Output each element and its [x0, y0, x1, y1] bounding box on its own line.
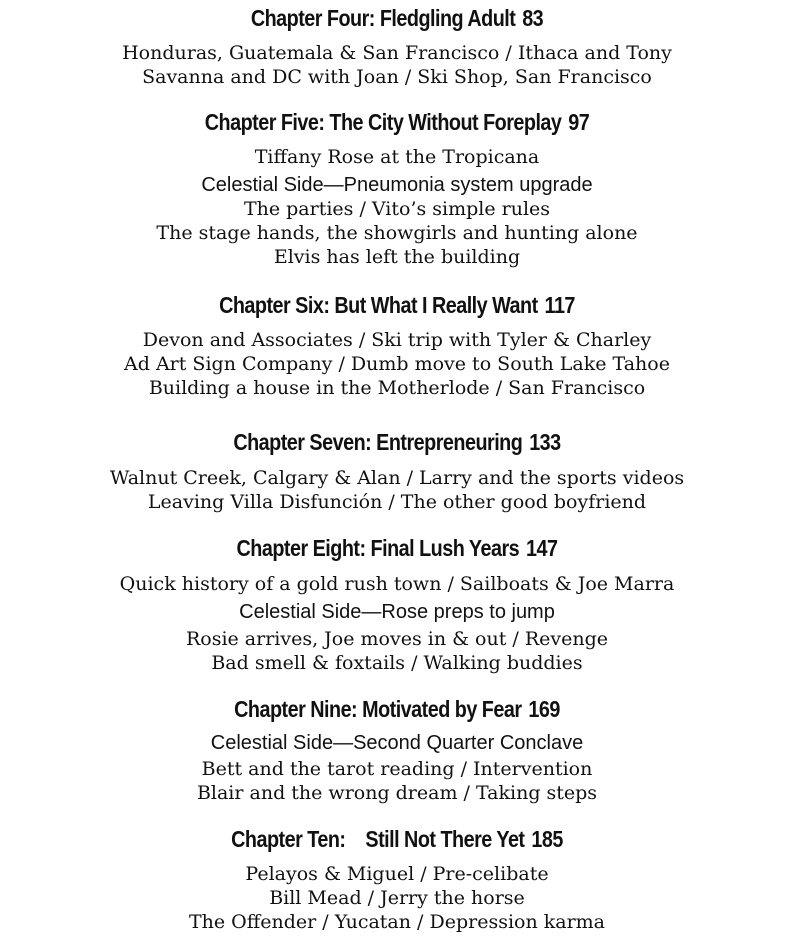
chapter-subtopic: Ad Art Sign Company / Dumb move to South Lake Tahoe [124, 353, 670, 375]
chapter-subtopic: Honduras, Guatemala & San Francisco / Ithaca and Tony [122, 42, 672, 64]
chapter-heading [56, 695, 739, 723]
chapter-subtopic: Pelayos & Miguel / Pre-celibate [245, 863, 549, 885]
chapter-subtopic: Leaving Villa Disfunción / The other good boyfriend [147, 491, 647, 513]
chapter-heading [56, 534, 739, 562]
chapter-page-number: 117 [544, 292, 575, 318]
chapter-subtopic: Celestial Side—Second Quarter Conclave [210, 732, 584, 754]
chapter-title: Chapter Five: The City Without Foreplay [204, 109, 562, 135]
chapter-heading [56, 825, 739, 853]
chapter-subtopic: Elvis has left the building [273, 246, 521, 268]
chapter-title: Chapter Seven: Entrepreneuring [233, 429, 523, 455]
chapter-page-number: 83 [522, 5, 544, 31]
chapter-subtopic: Savanna and DC with Joan / Ski Shop, San Francisco [142, 66, 652, 88]
chapter-subtopic: The Offender / Yucatan / Depression karma [188, 911, 606, 933]
chapter-page-number: 169 [528, 696, 560, 722]
chapter-subtopic: Bett and the tarot reading / Intervention [201, 758, 593, 780]
chapter-heading [56, 428, 739, 456]
chapter-subtopic: The parties / Vito’s simple rules [243, 198, 551, 220]
chapter-subtopic: Quick history of a gold rush town / Sailboats & Joe Marra [119, 573, 675, 595]
chapter-page-number: 97 [568, 109, 590, 135]
chapter-subtopic: Blair and the wrong dream / Taking steps [196, 782, 598, 804]
chapter-heading [56, 4, 739, 32]
chapter-title: Chapter Six: But What I Really Want [219, 292, 538, 318]
chapter-heading [56, 108, 739, 136]
chapter-subtopic: Tiffany Rose at the Tropicana [254, 146, 540, 168]
chapter-subtopic: The stage hands, the showgirls and hunting alone [156, 222, 638, 244]
chapter-title: Chapter Four: Fledgling Adult [250, 5, 516, 31]
chapter-subtopic: Bad smell & foxtails / Walking buddies [211, 652, 583, 674]
chapter-page-number: 147 [526, 535, 558, 561]
chapter-subtopic: Devon and Associates / Ski trip with Tyler & Charley [142, 329, 652, 351]
chapter-page-number: 185 [531, 826, 563, 852]
chapter-title: Chapter Nine: Motivated by Fear [234, 696, 522, 722]
chapter-subtopic: Celestial Side—Rose preps to jump [239, 601, 555, 623]
chapter-subtopic: Rosie arrives, Joe moves in & out / Revenge [185, 628, 609, 650]
chapter-subtopic: Celestial Side—Pneumonia system upgrade [201, 174, 593, 196]
chapter-subtopic: Walnut Creek, Calgary & Alan / Larry and the sports videos [109, 467, 685, 489]
chapter-page-number: 133 [529, 429, 561, 455]
chapter-subtopic: Bill Mead / Jerry the horse [269, 887, 525, 909]
chapter-title: Chapter Eight: Final Lush Years [236, 535, 520, 561]
chapter-subtopic: Building a house in the Motherlode / San Francisco [148, 377, 646, 399]
chapter-title: Chapter Ten: Still Not There Yet [231, 826, 525, 852]
chapter-heading [56, 291, 739, 319]
